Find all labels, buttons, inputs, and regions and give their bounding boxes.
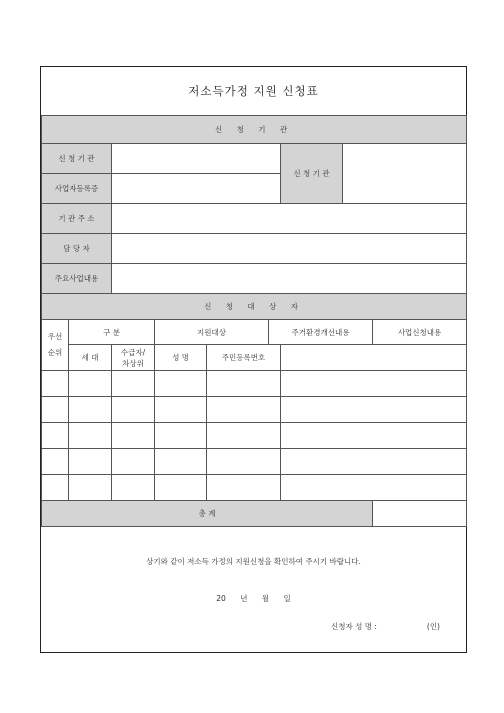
form-table (41, 115, 467, 527)
resident-no-cell[interactable] (207, 475, 281, 501)
label-address: 기 관 주 소 (42, 204, 112, 234)
total-label: 총 계 (42, 501, 373, 527)
priority-cell[interactable] (42, 449, 69, 475)
col-support-target: 지원대상 (155, 320, 269, 345)
applicant-row (42, 475, 467, 501)
col-resident-no: 주민등록번호 (207, 345, 281, 371)
recipient-cell[interactable] (112, 475, 155, 501)
household-cell[interactable] (69, 397, 112, 423)
total-field[interactable] (373, 501, 467, 527)
signer-label: 신청자 성 명 : (330, 622, 377, 631)
label-manager: 담 당 자 (42, 234, 112, 264)
form-footer (41, 533, 466, 652)
agency-right-field[interactable] (343, 144, 467, 204)
col-recipient: 수급자/ 차상위 (112, 345, 155, 371)
name-cell[interactable] (155, 449, 207, 475)
date-year: 20 (216, 594, 226, 603)
resident-no-cell[interactable] (207, 423, 281, 449)
label-agency-name: 신 청 기 관 (42, 144, 112, 174)
household-cell[interactable] (69, 475, 112, 501)
housing-cell[interactable] (281, 475, 467, 501)
section-agency-header: 신 청 기 관 (42, 116, 467, 144)
recipient-cell[interactable] (112, 371, 155, 397)
date-line (41, 593, 466, 604)
date-year-label: 년 (240, 594, 248, 603)
name-cell[interactable] (155, 423, 207, 449)
resident-no-cell[interactable] (207, 371, 281, 397)
form-title: 저소득가정 지원 신청표 (188, 84, 319, 98)
col-business: 사업신청내용 (373, 320, 467, 345)
section-applicants-header: 신 청 대 상 자 (42, 294, 467, 320)
manager-field[interactable] (112, 234, 467, 264)
household-cell[interactable] (69, 371, 112, 397)
name-cell[interactable] (155, 475, 207, 501)
col-name: 성 명 (155, 345, 207, 371)
recipient-cell[interactable] (112, 397, 155, 423)
agency-name-field[interactable] (112, 144, 281, 174)
household-cell[interactable] (69, 449, 112, 475)
col-priority: 우선 순위 (42, 320, 69, 371)
business-reg-field[interactable] (112, 174, 281, 204)
priority-cell[interactable] (42, 475, 69, 501)
recipient-cell[interactable] (112, 423, 155, 449)
seal-mark: (인) (426, 622, 440, 631)
housing-cell[interactable] (281, 449, 467, 475)
col-household: 세 대 (69, 345, 112, 371)
priority-cell[interactable] (42, 423, 69, 449)
date-month-label: 월 (261, 594, 270, 603)
label-agency-right: 신 청 기 관 (281, 144, 343, 204)
priority-cell[interactable] (42, 371, 69, 397)
name-cell[interactable] (155, 397, 207, 423)
household-cell[interactable] (69, 423, 112, 449)
date-day-label: 일 (283, 594, 291, 603)
applicant-row (42, 449, 467, 475)
applicant-row (42, 423, 467, 449)
resident-no-cell[interactable] (207, 397, 281, 423)
label-business-reg: 사업자등록증 (42, 174, 112, 204)
confirm-text: 상기와 같이 저소득 가정의 지원신청을 확인하여 주시기 바랍니다. (146, 557, 361, 566)
resident-no-cell[interactable] (207, 449, 281, 475)
priority-cell[interactable] (42, 397, 69, 423)
application-form (40, 66, 467, 653)
housing-cell[interactable] (281, 371, 467, 397)
main-business-field[interactable] (112, 264, 467, 294)
col-category: 구 분 (69, 320, 155, 345)
housing-cell[interactable] (281, 397, 467, 423)
applicant-row (42, 371, 467, 397)
signature-line (331, 621, 440, 632)
col-housing: 주거환경개선내용 (269, 320, 373, 345)
recipient-cell[interactable] (112, 449, 155, 475)
label-main-business: 주요사업내용 (42, 264, 112, 294)
address-field[interactable] (112, 204, 467, 234)
name-cell[interactable] (155, 371, 207, 397)
applicant-row (42, 397, 467, 423)
housing-cell[interactable] (281, 423, 467, 449)
housing-subcell (281, 345, 467, 371)
